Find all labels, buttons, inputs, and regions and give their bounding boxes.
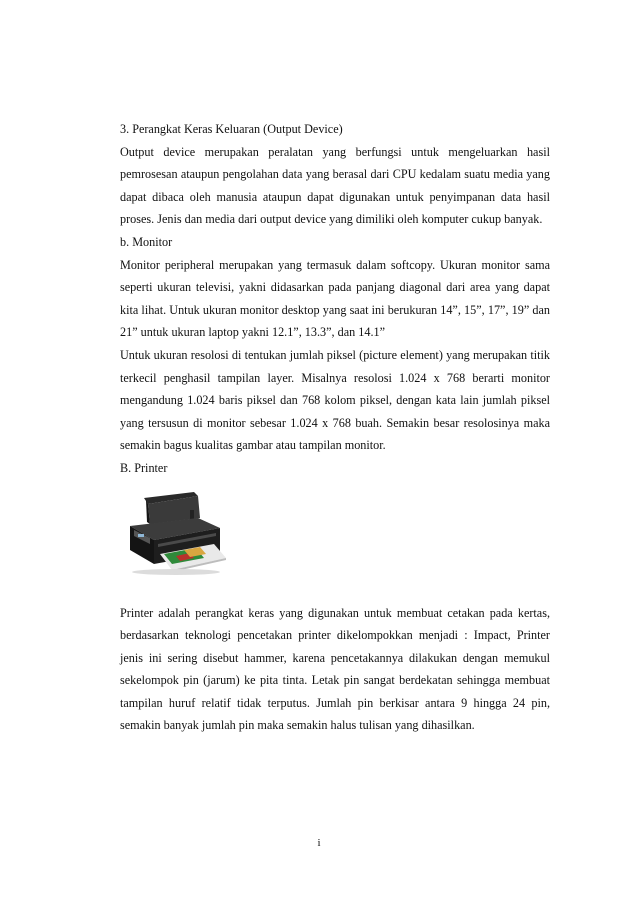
heading-printer: B. Printer xyxy=(120,460,168,475)
printer-icon xyxy=(124,488,228,576)
heading-output-device: 3. Perangkat Keras Keluaran (Output Device) xyxy=(120,122,343,136)
paragraph-monitor-resolution: Untuk ukuran resolosi di tentukan jumlah piksel (picture element) yang merupakan titik terkecil penghasil tampilan layer. Misalnya resolosi 1.024 x 768 berarti monitor mengandung 1.024 baris piksel dan 768 kolom piksel, dengan kata lain jumlah piksel yang tersusun di monitor sebesar 1.024 x 768 buah. Semakin besar resolosinya maka semakin bagus kualitas gambar atau tampilan monitor. xyxy=(120,347,550,453)
paragraph-monitor-size: Monitor peripheral merupakan yang termasuk dalam softcopy. Ukuran monitor sama seperti ukuran televisi, yakni didasarkan pada panjang diagonal dari area yang dapat kita lihat. Untuk ukuran monitor desktop yang saat ini berukuran 14”, 15”, 17”, 19” dan 21” untuk ukuran laptop yakni 12.1”, 13.3”, dan 14.1” xyxy=(120,257,550,340)
heading-monitor: b. Monitor xyxy=(120,234,173,249)
page-content xyxy=(120,118,550,737)
page-number: i xyxy=(317,837,321,849)
paragraph-output-device: Output device merupakan peralatan yang berfungsi untuk mengeluarkan hasil pemrosesan ataupun pengolahan data yang berasal dari CPU kedalam suatu media yang dapat dibaca oleh manusia ataupun dapat digunakan untuk penyimpanan data hasil proses. Jenis dan media dari output device yang dimiliki oleh komputer cukup banyak. xyxy=(120,144,550,227)
printer-image xyxy=(124,488,228,576)
paragraph-printer: Printer adalah perangkat keras yang digunakan untuk membuat cetakan pada kertas, berdasarkan teknologi pencetakan printer dikelompokkan menjadi : Impact, Printer jenis ini sering disebut hammer, karena pencetakannya dilakukan dengan memukul sekelompok pin (jarum) ke pita tinta. Letak pin sangat berdekatan sehingga membuat tampilan huruf relatif tidak terputus. Jumlah pin berkisar antara 9 hingga 24 pin, semakin banyak jumlah pin maka semakin halus tulisan yang dihasilkan. xyxy=(120,605,550,733)
